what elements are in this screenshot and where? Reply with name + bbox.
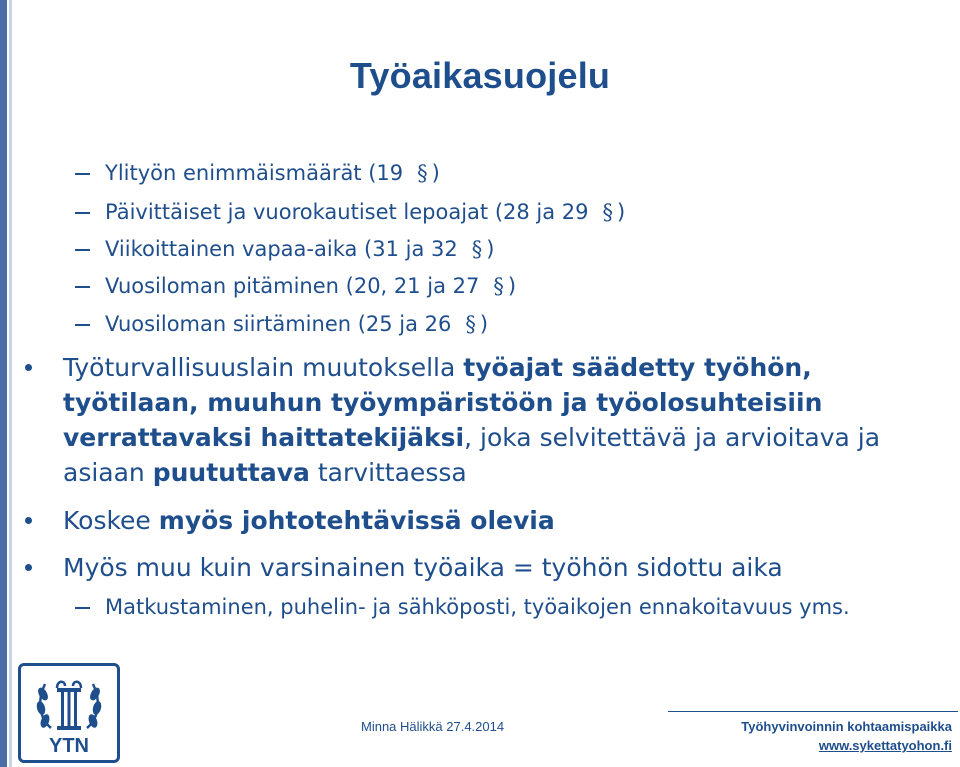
- list-item-close: ): [431, 161, 440, 185]
- bullet-text-bold: puututtava: [152, 458, 310, 487]
- section-sign-icon: §: [602, 200, 614, 224]
- list-item-text: Ylityön enimmäismäärät (19: [105, 161, 404, 185]
- ytn-logo: [18, 663, 120, 763]
- bullet-text-bold: verrattavaksi haittatekijäksi: [63, 423, 465, 452]
- section-sign-icon: §: [471, 237, 483, 261]
- bullet-text: Työturvallisuuslain muutoksella: [63, 353, 464, 382]
- bullet-dot-icon: [25, 564, 32, 571]
- list-item-close: ): [479, 312, 489, 336]
- page-title: Työaikasuojelu: [349, 55, 611, 96]
- left-accent-bar: [0, 0, 7, 767]
- footer-url-link[interactable]: www.sykettatyohon.fi: [818, 738, 952, 753]
- bullet-text-bold: työajat säädetty työhön,: [463, 353, 812, 382]
- section-sign-icon: §: [417, 161, 428, 185]
- list-item-text: Päivittäiset ja vuorokautiset lepoajat (28 ja 29: [105, 200, 589, 224]
- dash-icon: [75, 286, 90, 288]
- column-laurel-logo-icon: [21, 666, 117, 738]
- dash-icon: [75, 324, 90, 326]
- bullet-item-other-work-time: [63, 550, 783, 585]
- bullet-text-bold: myös johtotehtävissä olevia: [158, 506, 555, 535]
- logo-text: YTN: [49, 735, 89, 757]
- list-item-text: Vuosiloman siirtäminen (25 ja 26: [105, 312, 452, 336]
- list-item: [105, 594, 850, 620]
- section-sign-icon: §: [465, 312, 476, 336]
- footer-author: Minna Hälikkä 27.4.2014: [361, 719, 505, 734]
- list-item-text: Matkustaminen, puhelin- ja sähköposti, työaikojen ennakoitavuus yms.: [105, 595, 850, 619]
- list-item: [105, 236, 494, 262]
- bullet-text: Myös muu kuin varsinainen työaika = työhön sidottu aika: [63, 553, 783, 582]
- bullet-text-bold: työtilaan, muuhun työympäristöön ja työolosuhteisiin: [63, 388, 823, 417]
- bullet-item-work-safety: [63, 350, 880, 490]
- section-sign-icon: §: [493, 274, 504, 298]
- bullet-text: , joka selvitettävä ja arvioitava ja: [464, 423, 881, 452]
- bullet-text: Koskee: [63, 506, 159, 535]
- list-item: [105, 160, 440, 186]
- bullet-item-management: [63, 503, 555, 538]
- list-item-close: ): [486, 237, 495, 261]
- bullet-text: asiaan: [63, 458, 153, 487]
- dash-icon: [75, 173, 90, 175]
- bullet-text: tarvittaessa: [309, 458, 467, 487]
- footer-divider: [668, 711, 958, 712]
- list-item: [105, 273, 516, 299]
- bullet-dot-icon: [25, 364, 32, 371]
- dash-icon: [75, 607, 90, 609]
- dash-icon: [75, 212, 90, 214]
- list-item-close: ): [617, 200, 626, 224]
- list-item-close: ): [507, 274, 517, 298]
- list-item-text: Vuosiloman pitäminen (20, 21 ja 27: [105, 274, 480, 298]
- list-item: [105, 311, 488, 337]
- footer-organization: Työhyvinvoinnin kohtaamispaikka: [741, 719, 952, 734]
- bullet-dot-icon: [25, 517, 32, 524]
- left-accent-bar-thin: [9, 0, 12, 767]
- list-item: [105, 199, 625, 225]
- dash-icon: [75, 249, 90, 251]
- list-item-text: Viikoittainen vapaa-aika (31 ja 32: [105, 237, 458, 261]
